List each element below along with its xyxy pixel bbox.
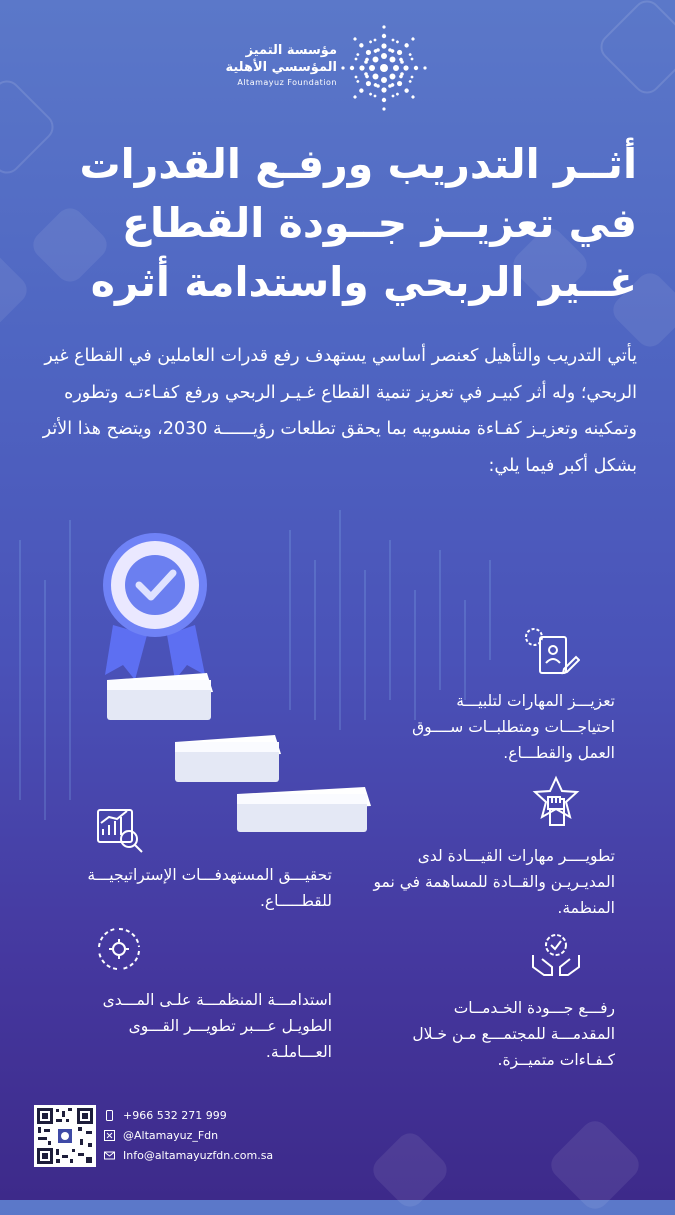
point-skills: تعزيـــز المهارات لتلبيـــة احتياجـــات ومتطلبــات ســــوق العمل والقطـــاع. (412, 692, 615, 762)
foundation-logo (0, 18, 675, 118)
phone-icon (104, 1110, 115, 1121)
social-handle: @Altamayuz_Fdn (123, 1128, 219, 1142)
fist-star-icon (530, 775, 582, 833)
email-address: Info@altamayuzfdn.com.sa (123, 1148, 274, 1162)
award-stairs-illustration (95, 530, 395, 840)
point-sustainability: استدامـــة المنظمـــة علـى المـــدى الطويـل عـــبر تطويـــر القـــوى العـــاملـة. (102, 991, 332, 1061)
logo-name-ar-line1: مؤسسة التميز (245, 43, 337, 58)
hands-quality-badge-icon (530, 925, 582, 977)
x-twitter-icon (104, 1130, 115, 1141)
chart-analysis-icon (95, 805, 145, 855)
background-diamond (0, 248, 32, 333)
point-quality: رفـــع جـــودة الخـدمــات المقدمـــة للمجتمـــع مـن خـلال كـفـاءات متميــزة. (412, 999, 615, 1069)
contact-email[interactable] (104, 1145, 273, 1165)
contact-phone[interactable] (104, 1105, 273, 1125)
mail-icon (104, 1150, 115, 1161)
logo-wordmark (177, 42, 337, 87)
intro-paragraph: يأتي التدريب والتأهيل كعنصر أساسي يستهدف رفع قدرات العاملين في القطاع غير الربحي؛ وله أثر كبيـر في تعزيز تنمية القطاع غـيـر الربحي ورفع كفـاءتـه وتطوره وتمكينه وتعزيـز كفـاءة منسوبيه بما يحقق تطلعات رؤيــــــة 2030، ويتضح هذا الأثر بشكل أكبر فيما يلي: (42, 346, 637, 476)
contact-social[interactable] (104, 1125, 273, 1145)
cycle-gear-icon (95, 925, 143, 973)
stairs-steps (107, 673, 371, 832)
certificate-user-icon (520, 625, 580, 681)
point-leadership: تطويــــر مهارات القيـــادة لدى المديـريـن والقــادة للمساهمة في نمو المنظمة. (373, 847, 615, 917)
logo-name-ar-line2: المؤسسي الأهلية (225, 60, 337, 75)
qr-code[interactable] (34, 1105, 96, 1167)
page-title: أثــر التدريب ورفـع القدرات في تعزيــز جــودة القطاع غــير الربحي واستدامة أثره (79, 140, 637, 306)
logo-name-en: Altamayuz Foundation (237, 78, 337, 87)
contact-list (104, 1105, 273, 1165)
snowflake-logo-icon (338, 22, 430, 114)
contact-footer (34, 1105, 334, 1167)
point-targets: تحقيـــق المستهدفـــات الإستراتيجيـــة للقطـــــاع. (87, 866, 332, 910)
phone-number: +966 532 271 999 (123, 1108, 227, 1122)
award-badge-icon (103, 533, 207, 637)
